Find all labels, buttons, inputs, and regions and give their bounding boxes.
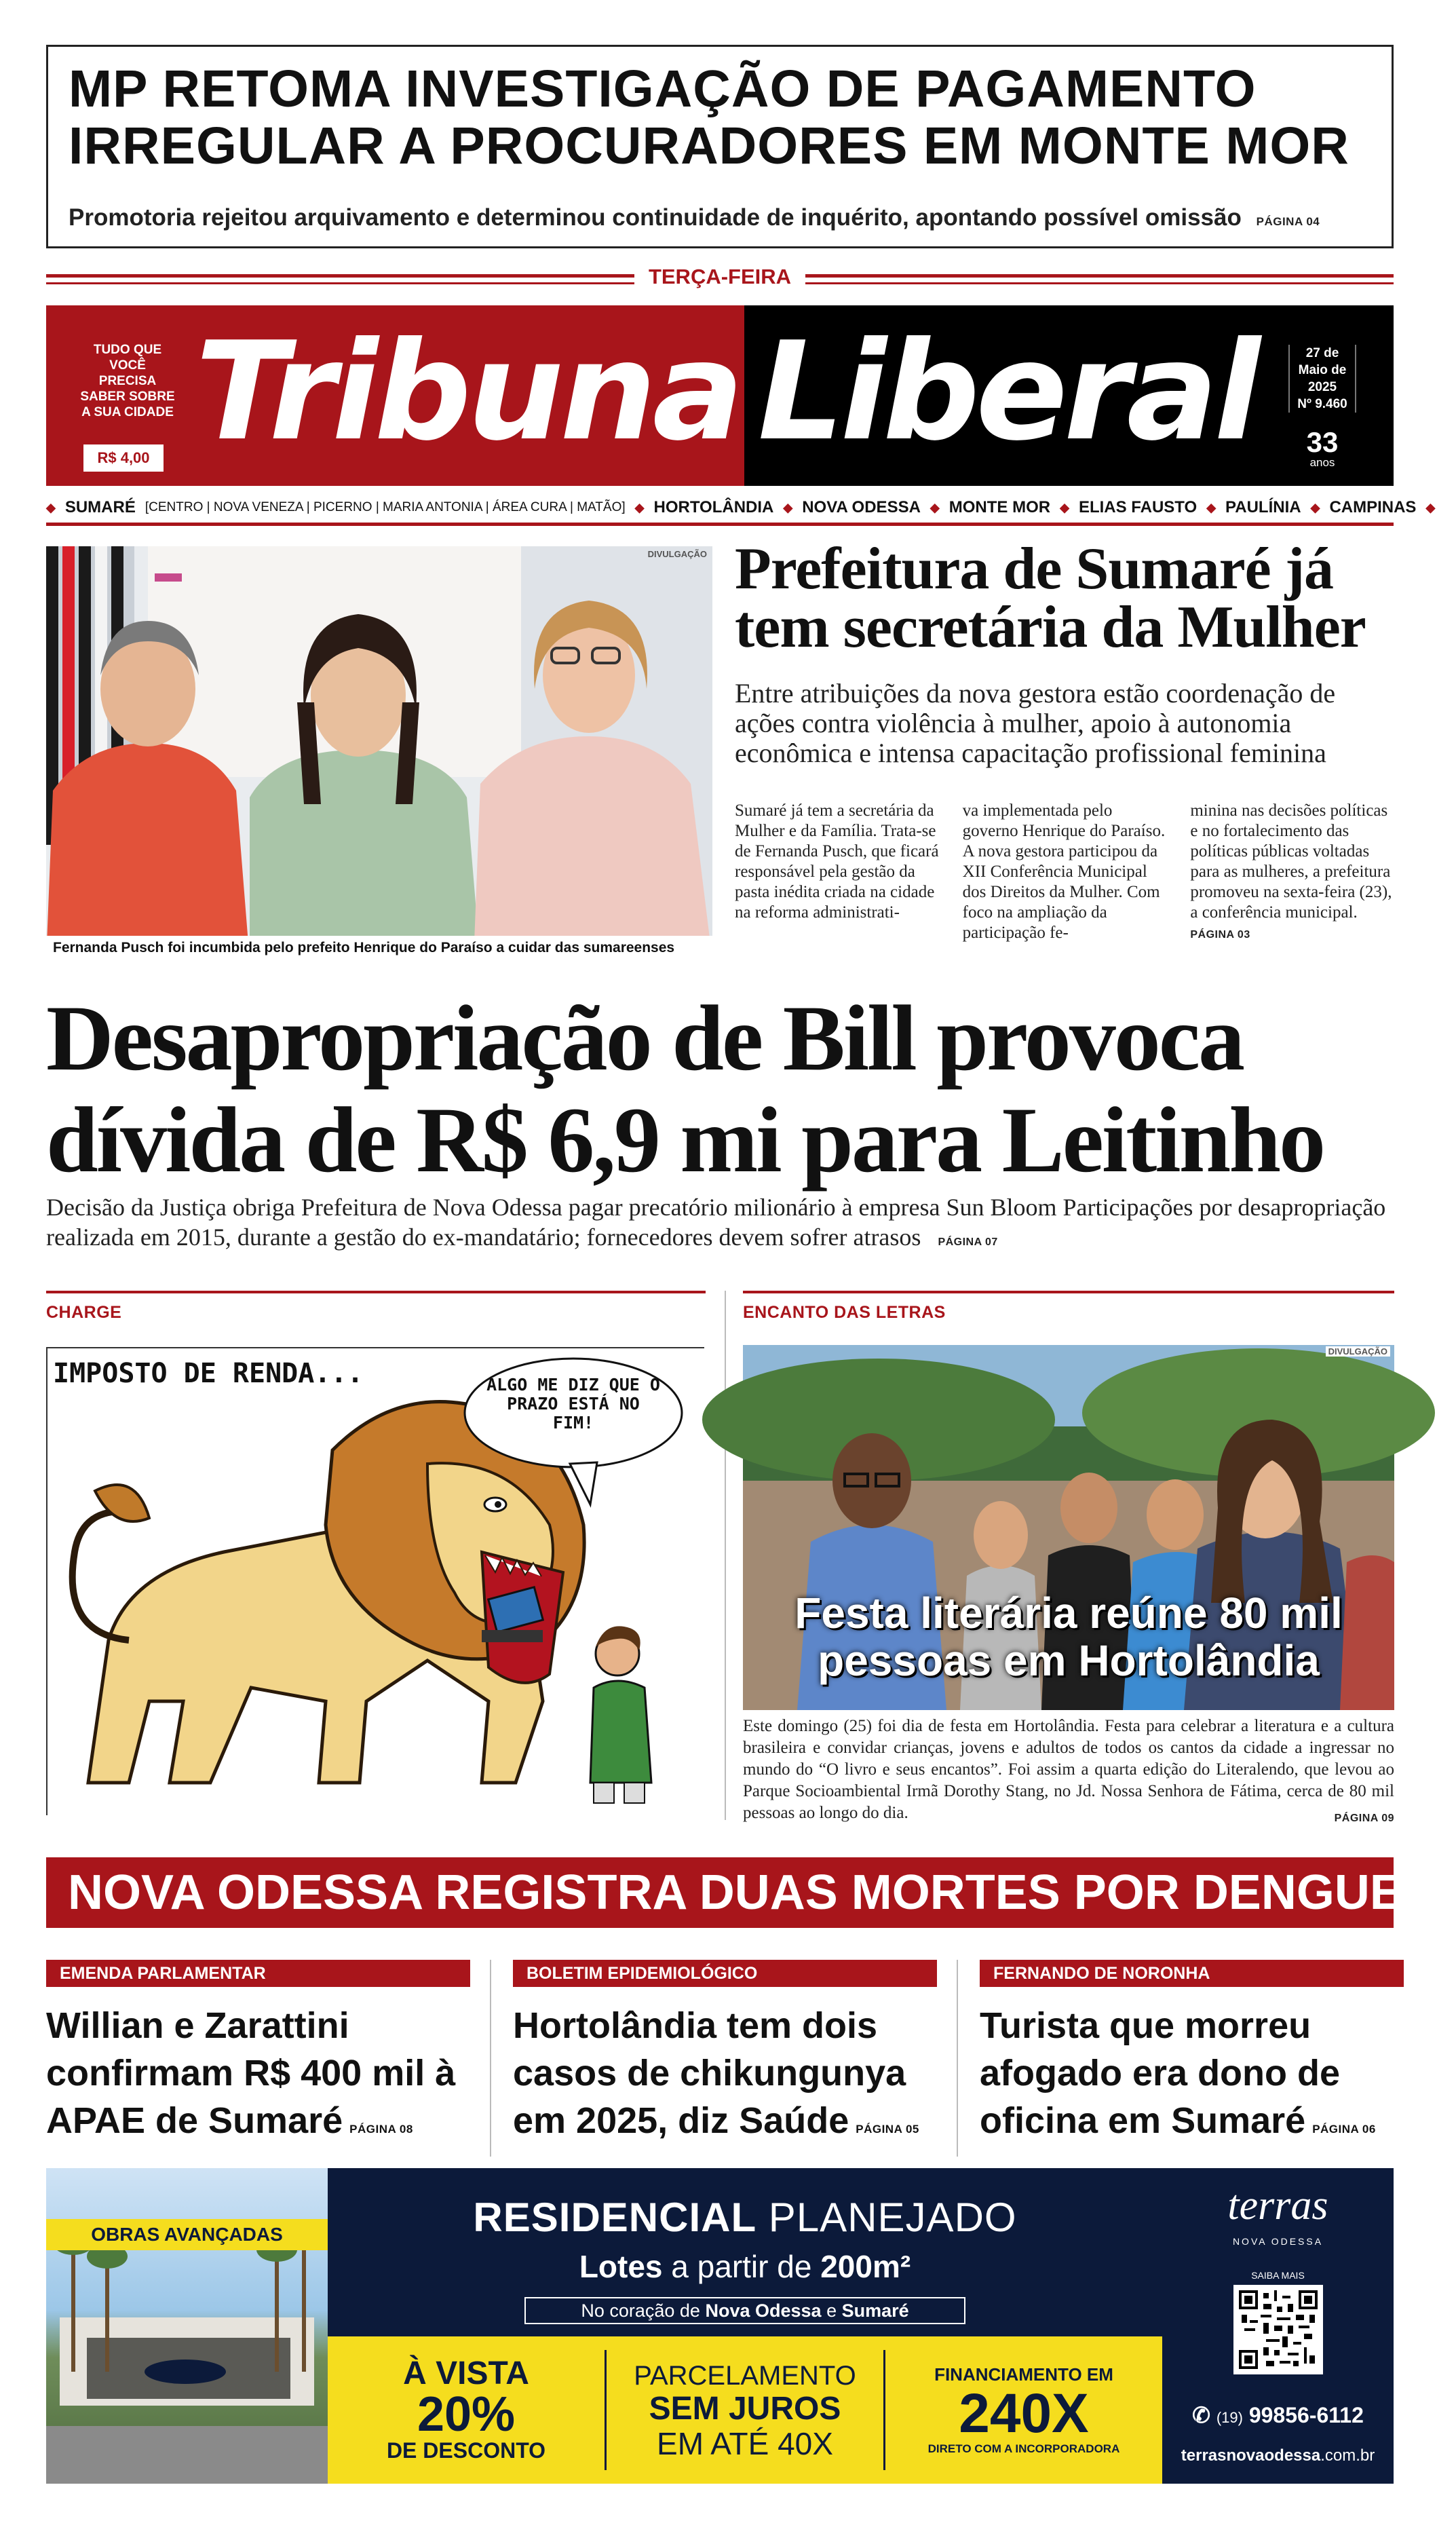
brief-title-text: Turista que morreu afogado era dono de oficina em Sumaré (980, 2005, 1341, 2141)
brief-column-3 (980, 1960, 1404, 2153)
ad-saiba: SAIBA MAIS (1251, 2270, 1305, 2281)
cartoon-title: IMPOSTO DE RENDA... (53, 1358, 364, 1389)
brief-title[interactable] (513, 2002, 937, 2153)
ad-location-pre: No coração de (581, 2300, 700, 2321)
story1-photo[interactable] (46, 546, 712, 960)
ad-site[interactable] (1162, 2446, 1394, 2465)
story1-title[interactable]: Prefeitura de Sumaré já tem secretária da Mulher (735, 536, 1366, 660)
city-link[interactable]: MONTE MOR (949, 498, 1051, 516)
ad-offer2-line1: PARCELAMENTO (634, 2360, 856, 2391)
story1-page: PÁGINA 03 (1190, 929, 1250, 941)
ad-phone-number: 99856-6112 (1248, 2403, 1364, 2427)
ad-location (524, 2297, 965, 2324)
encanto-page: PÁGINA 09 (1334, 1813, 1394, 1824)
ad-location-and: e (826, 2300, 837, 2321)
diamond-icon: ◆ (1425, 500, 1436, 514)
ad-site-rest: .com.br (1320, 2446, 1375, 2465)
ad-lotes-value: 200m² (820, 2249, 911, 2284)
logo-tribuna[interactable]: Tribuna (195, 313, 740, 471)
ad-offer3-line1: FINANCIAMENTO EM (934, 2364, 1113, 2385)
ad-photo (46, 2168, 328, 2484)
ad-offers (328, 2336, 1162, 2484)
top-story-subheadline (69, 204, 1320, 231)
dengue-banner[interactable] (46, 1857, 1456, 1928)
brief-kicker: FERNANDO DE NORONHA (980, 1960, 1404, 1987)
column-divider (957, 1960, 958, 2157)
anniversary-label: anos (1309, 456, 1335, 469)
ad-phone[interactable] (1162, 2402, 1394, 2428)
ad-offer1-line1: À VISTA (403, 2355, 529, 2391)
encanto-rule (743, 1291, 1394, 1293)
story1-body-col1: Sumaré já tem a secretária da Mulher e da Família. Trata-se de Fernanda Pusch, que ficará responsável pela gestão da pasta inédita criada na cidade na reforma administrati- (735, 801, 939, 922)
diamond-icon: ◆ (1060, 500, 1069, 514)
top-story-subheadline-text: Promotoria rejeitou arquivamento e determinou continuidade de inquérito, apontando possível omissão (69, 204, 1242, 231)
top-story-page: PÁGINA 04 (1256, 215, 1320, 228)
main-story-title[interactable]: Desapropriação de Bill provoca dívida de R$ 6,9 mi para Leitinho (46, 986, 1324, 1192)
encanto-photo-headline[interactable]: Festa literária reúne 80 mil pessoas em Hortolândia (794, 1589, 1343, 1685)
brief-title-text: Willian e Zarattini confirmam R$ 400 mil à APAE de Sumaré (46, 2005, 456, 2141)
masthead-slogan: TUDO QUE VOCÊ PRECISA SABER SOBRE A SUA CIDADE (80, 343, 175, 419)
encanto-body (743, 1716, 1394, 1830)
cities-nav (46, 494, 1436, 521)
diamond-icon: ◆ (46, 500, 56, 514)
city-link[interactable]: CAMPINAS (1329, 498, 1417, 516)
ad-brand-sub: NOVA ODESSA (1232, 2236, 1324, 2247)
city-link[interactable]: PAULÍNIA (1225, 498, 1301, 516)
brief-title-text: Hortolândia tem dois casos de chikungunya em 2025, diz Saúde (513, 2005, 906, 2141)
column-divider (725, 1291, 726, 1820)
ad-main (328, 2168, 1162, 2484)
ad-lotes-pre: Lotes (579, 2249, 663, 2284)
ad-offer2-line2: SEM JUROS (649, 2390, 841, 2427)
brief-page: PÁGINA 06 (1312, 2123, 1376, 2136)
encanto-section (743, 1291, 1394, 1824)
ad-brand: terras (1227, 2182, 1328, 2229)
advertisement[interactable] (46, 2168, 1394, 2484)
ad-offer1-line2: 20% (417, 2387, 516, 2442)
encanto-body-text: Este domingo (25) foi dia de festa em Hortolândia. Festa para celebrar a literatura e a cultura brasileira e convidar crianças, jovens e adultos de todos os cantos da cidade a ingressar no mundo do “O livro e seus encantos”. Foi assim a quarta edição do Literalendo, que levou ao Parque Socioambiental Irmã Dorothy Stang, no Jd. Nossa Senhora de Fátima, cerca de 80 mil pessoas ao longo do dia. (743, 1717, 1394, 1822)
ad-lotes (328, 2248, 1162, 2285)
ad-offer-financing (885, 2350, 1162, 2470)
day-row (0, 265, 1440, 292)
story1-body-col3 (1190, 801, 1396, 945)
photo-credit: DIVULGAÇÃO (1326, 1346, 1390, 1357)
ad-offer2-line3: EM ATÉ 40X (657, 2425, 833, 2461)
masthead-left (46, 305, 744, 486)
ad-lotes-mid: a partir de (671, 2249, 812, 2284)
diamond-icon: ◆ (930, 500, 940, 514)
city-link[interactable]: ELIAS FAUSTO (1078, 498, 1198, 516)
ad-headline (328, 2194, 1162, 2241)
price-badge: R$ 4,00 (83, 444, 164, 472)
encanto-kicker: ENCANTO DAS LETRAS (743, 1303, 946, 1322)
logo-liberal[interactable]: Liberal (758, 313, 1257, 471)
ad-offer1-line3: DE DESCONTO (386, 2438, 546, 2463)
brief-column-1 (46, 1960, 470, 2153)
main-story-subtitle (46, 1192, 1396, 1257)
story1-body-col2: va implementada pelo governo Henrique do Paraíso. A nova gestora participou da XII Conferência Municipal dos Direitos da Mulher. Com foco na ampliação da participação fe- (962, 801, 1166, 942)
ad-site-bold: terrasnovaodessa (1181, 2446, 1321, 2465)
diamond-icon: ◆ (634, 500, 645, 514)
brief-title[interactable] (980, 2002, 1404, 2153)
charge-rule (46, 1291, 706, 1293)
ad-headline-bold: RESIDENCIAL (473, 2195, 757, 2240)
brief-page: PÁGINA 08 (349, 2123, 413, 2136)
story1-body (735, 801, 1396, 945)
brief-kicker: BOLETIM EPIDEMIOLÓGICO (513, 1960, 937, 1987)
ad-offer3-line3: DIRETO COM A INCORPORADORA (927, 2442, 1120, 2455)
masthead-right (744, 305, 1394, 486)
cartoon[interactable] (46, 1347, 704, 1815)
story1-body-col3-text: minina nas decisões políticas e no fortalecimento das políticas públicas voltadas para as mulheres, a prefeitura promoveu na sexta-feira (23), a conferência municipal. (1190, 801, 1392, 922)
city-link[interactable]: NOVA ODESSA (802, 498, 921, 516)
qr-code-icon[interactable] (1233, 2285, 1323, 2374)
story1-subtitle: Entre atribuições da nova gestora estão coordenação de ações contra violência à mulher, apoio à autonomia econômica e intensa capacitação profissional feminina (735, 678, 1336, 768)
weekday-label: TERÇA-FEIRA (634, 265, 805, 289)
top-story-headline[interactable]: MP RETOMA INVESTIGAÇÃO DE PAGAMENTO IRREGULAR A PROCURADORES EM MONTE MOR (69, 60, 1349, 175)
dengue-banner-text: NOVA ODESSA REGISTRA DUAS MORTES POR DENGUE (68, 1865, 1402, 1920)
brief-kicker: EMENDA PARLAMENTAR (46, 1960, 470, 1987)
ad-contact (1162, 2168, 1394, 2484)
column-divider (490, 1960, 491, 2157)
city-link[interactable]: HORTOLÂNDIA (653, 498, 774, 516)
charge-section (46, 1291, 706, 1820)
sumare-districts: [CENTRO | NOVA VENEZA | PICERNO | MARIA ANTONIA | ÁREA CURA | MATÃO] (145, 500, 626, 514)
encanto-photo[interactable] (743, 1345, 1394, 1710)
ad-offer3-line2: 240X (959, 2383, 1089, 2444)
charge-kicker: CHARGE (46, 1303, 122, 1322)
cartoon-balloon: ALGO ME DIZ QUE O PRAZO ESTÁ NO FIM! (486, 1375, 660, 1433)
ad-phone-prefix: (19) (1216, 2409, 1243, 2426)
brief-page: PÁGINA 05 (856, 2123, 919, 2136)
story1-caption: Fernanda Pusch foi incumbida pelo prefeito Henrique do Paraíso a cuidar das sumareenses (46, 936, 712, 960)
photo-credit: DIVULGAÇÃO (647, 549, 707, 559)
diamond-icon: ◆ (783, 500, 793, 514)
ad-offer-installments (607, 2350, 885, 2470)
ad-location-city2: Sumaré (841, 2300, 909, 2321)
main-story-page: PÁGINA 07 (938, 1236, 998, 1248)
cities-rule (46, 523, 1394, 526)
anniversary-number: 33 (1306, 426, 1339, 458)
brief-title[interactable] (46, 2002, 470, 2153)
ad-badge: OBRAS AVANÇADAS (46, 2219, 328, 2250)
city-link-sumare[interactable]: SUMARÉ (64, 498, 136, 516)
ad-offer-cash (328, 2350, 607, 2470)
anniversary-badge (1288, 426, 1356, 470)
diamond-icon: ◆ (1206, 500, 1216, 514)
whatsapp-icon: ✆ (1192, 2403, 1210, 2427)
edition-number: Nº 9.460 (1297, 397, 1347, 411)
brief-column-2 (513, 1960, 937, 2153)
ad-headline-light: PLANEJADO (768, 2195, 1017, 2240)
edition-date: 27 de Maio de 2025 (1298, 346, 1347, 394)
dengue-banner-page: PÁG. 07 (1409, 1899, 1456, 1912)
ad-location-city1: Nova Odessa (705, 2300, 822, 2321)
diamond-icon: ◆ (1310, 500, 1320, 514)
top-story-box (46, 45, 1394, 248)
edition-info (1288, 345, 1356, 413)
main-story-subtitle-text: Decisão da Justiça obriga Prefeitura de Nova Odessa pagar precatório milionário à empresa Sun Bloom Participações por desapropriação realizada em 2015, durante a gestão do ex-mandatário; fornecedores devem sofrer atrasos (46, 1194, 1386, 1251)
